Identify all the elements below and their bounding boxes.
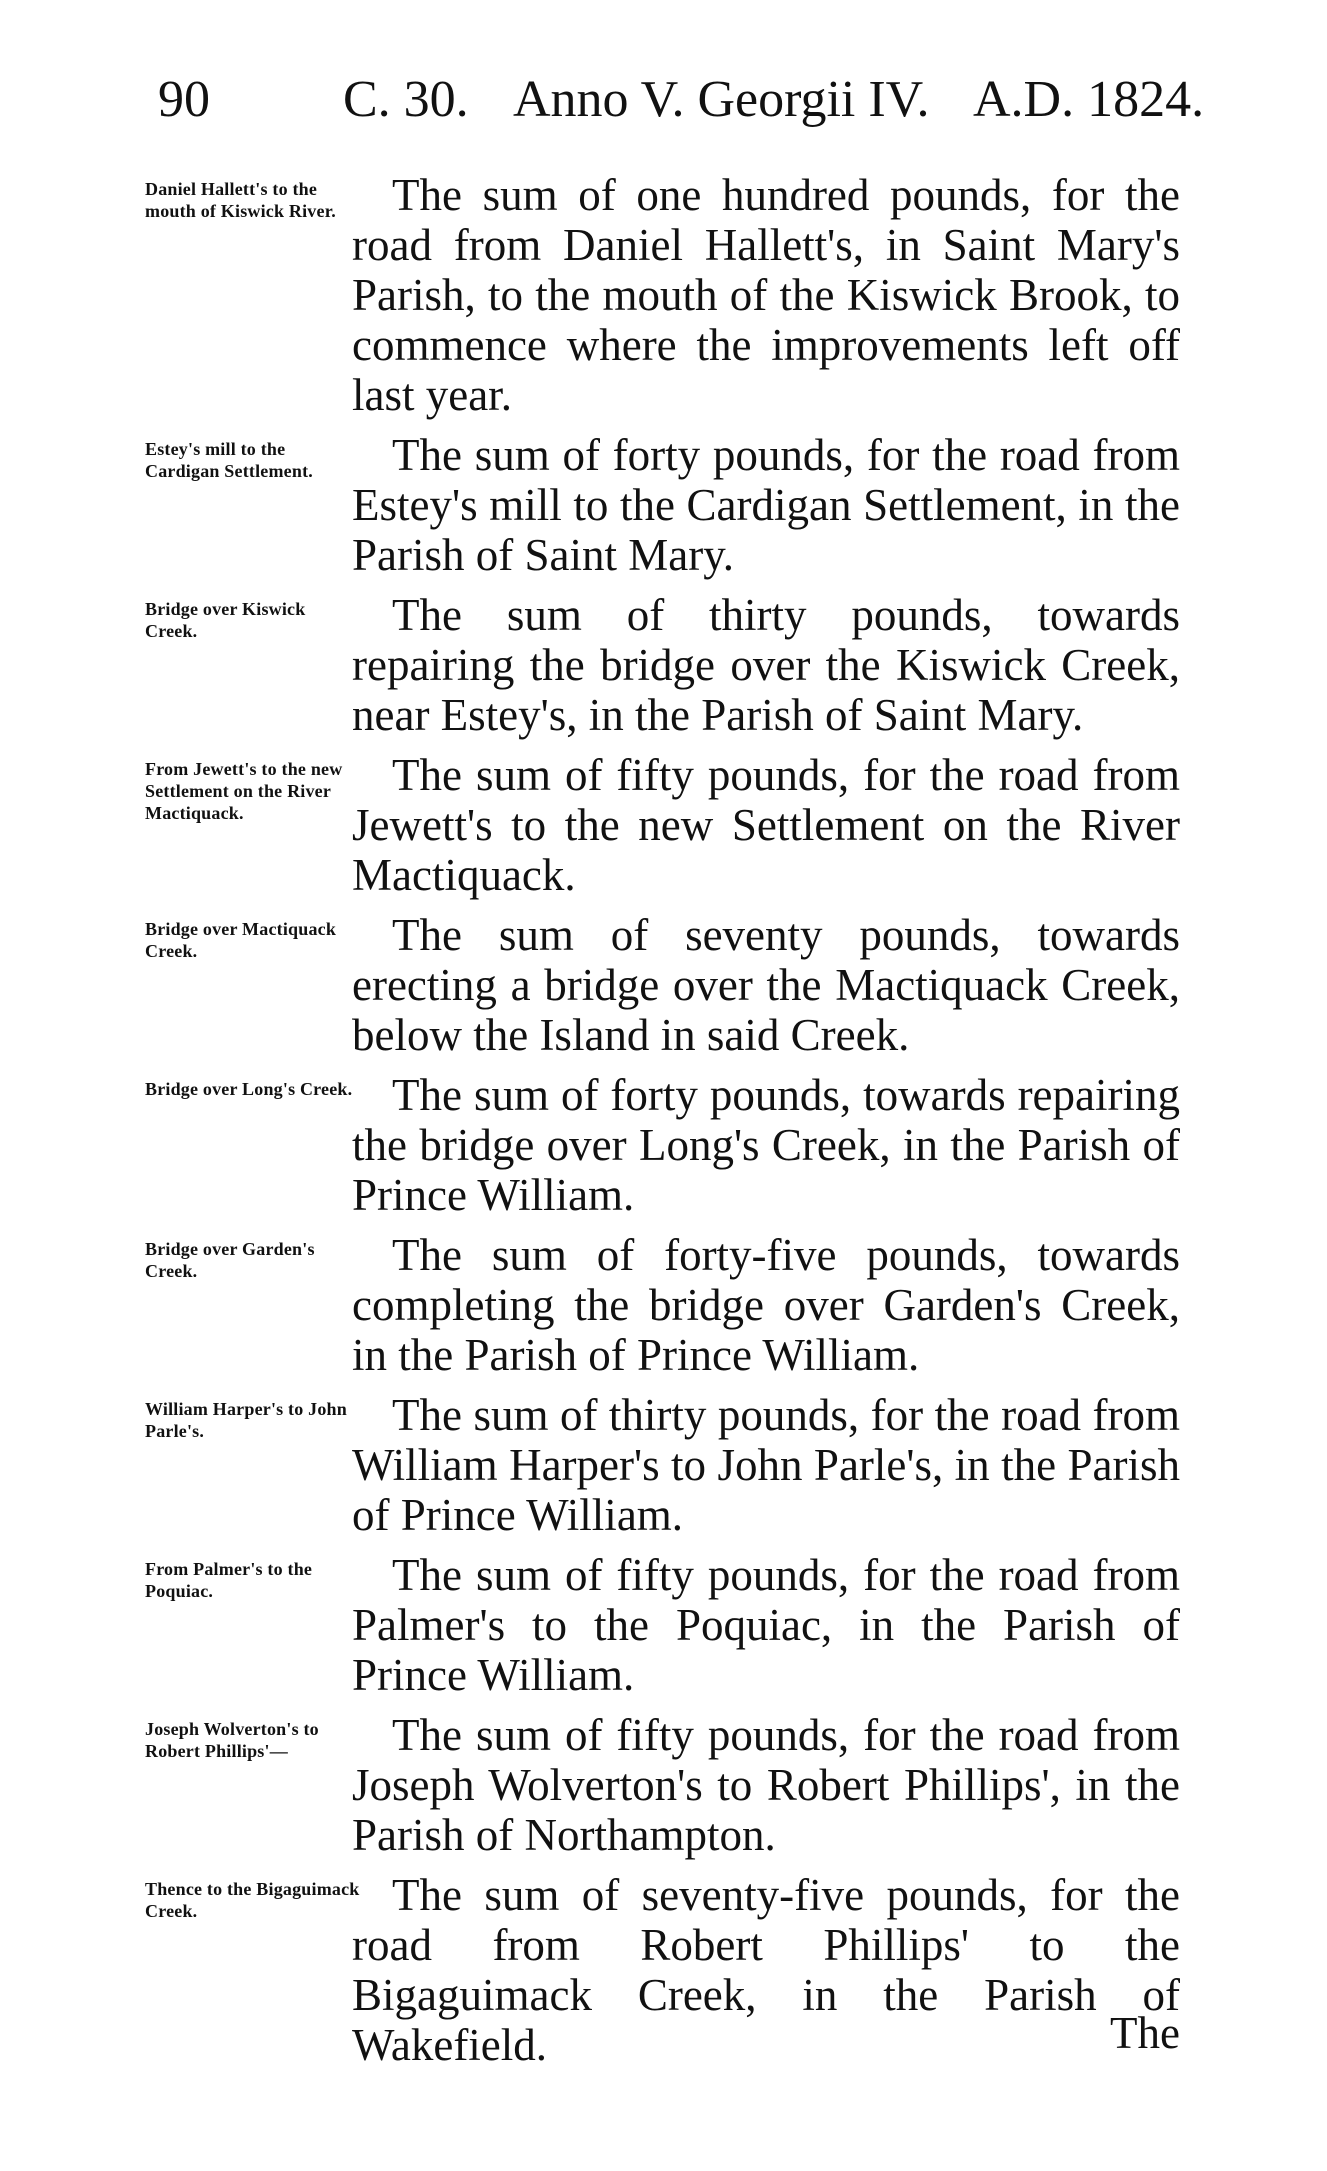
appropriation-entry (0, 750, 1327, 900)
entry-text: The sum of fifty pounds, for the road from Joseph Wolverton's to Robert Phillips', in the Parish of Northampton. (352, 1710, 1180, 1860)
margin-note: From Jewett's to the new Settlement on the River Mactiquack. (145, 759, 343, 823)
running-header (158, 60, 1205, 140)
margin-note: Daniel Hallett's to the mouth of Kiswick River. (145, 179, 336, 221)
entry-text: The sum of forty pounds, towards repairing the bridge over Long's Creek, in the Parish of Prince William. (352, 1070, 1180, 1220)
appropriation-entry (0, 910, 1327, 1060)
margin-note: Thence to the Bigaguimack Creek. (145, 1879, 360, 1921)
chapter-number: C. 30. (343, 71, 469, 128)
regnal-year: Anno V. Georgii IV. (513, 71, 930, 128)
margin-note: From Palmer's to the Poquiac. (145, 1559, 313, 1601)
entry-text: The sum of thirty pounds, towards repairing the bridge over the Kiswick Creek, near Estey's, in the Parish of Saint Mary. (352, 590, 1180, 740)
appropriation-entry (0, 1710, 1327, 1860)
appropriation-entry (0, 1230, 1327, 1380)
appropriation-entry (0, 1070, 1327, 1220)
appropriation-entry (0, 1390, 1327, 1540)
catchword: The (1110, 2008, 1180, 2058)
entry-text: The sum of fifty pounds, for the road from Palmer's to the Poquiac, in the Parish of Prince William. (352, 1550, 1180, 1700)
margin-note: William Harper's to John Parle's. (145, 1399, 347, 1441)
entry-text: The sum of thirty pounds, for the road from William Harper's to John Parle's, in the Parish of Prince William. (352, 1390, 1180, 1540)
margin-note: Bridge over Mactiquack Creek. (145, 919, 337, 961)
calendar-year: A.D. 1824. (973, 71, 1205, 128)
entry-text: The sum of one hundred pounds, for the road from Daniel Hallett's, in Saint Mary's Parish, to the mouth of the Kiswick Brook, to commence where the improvements left off last year. (352, 170, 1180, 420)
appropriation-entry (0, 1550, 1327, 1700)
margin-note: Joseph Wolverton's to Robert Phillips'— (145, 1719, 319, 1761)
appropriation-entry (0, 430, 1327, 580)
margin-note: Bridge over Garden's Creek. (145, 1239, 315, 1281)
entry-text: The sum of forty pounds, for the road from Estey's mill to the Cardigan Settlement, in the Parish of Saint Mary. (352, 430, 1180, 580)
margin-note: Bridge over Kiswick Creek. (145, 599, 306, 641)
entry-text: The sum of seventy pounds, towards erecting a bridge over the Mactiquack Creek, below the Island in said Creek. (352, 910, 1180, 1060)
entry-text: The sum of forty-five pounds, towards completing the bridge over Garden's Creek, in the Parish of Prince William. (352, 1230, 1180, 1380)
entry-text: The sum of fifty pounds, for the road from Jewett's to the new Settlement on the River Mactiquack. (352, 750, 1180, 900)
entry-text: The sum of seventy-five pounds, for the road from Robert Phillips' to the Bigaguimack Creek, in the Parish of Wakefield. (352, 1870, 1180, 2070)
appropriation-entry (0, 170, 1327, 420)
margin-note: Bridge over Long's Creek. (145, 1079, 353, 1099)
appropriation-entry (0, 590, 1327, 740)
appropriation-list (0, 170, 1327, 2080)
margin-note: Estey's mill to the Cardigan Settlement. (145, 439, 313, 481)
page-number: 90 (158, 71, 210, 128)
